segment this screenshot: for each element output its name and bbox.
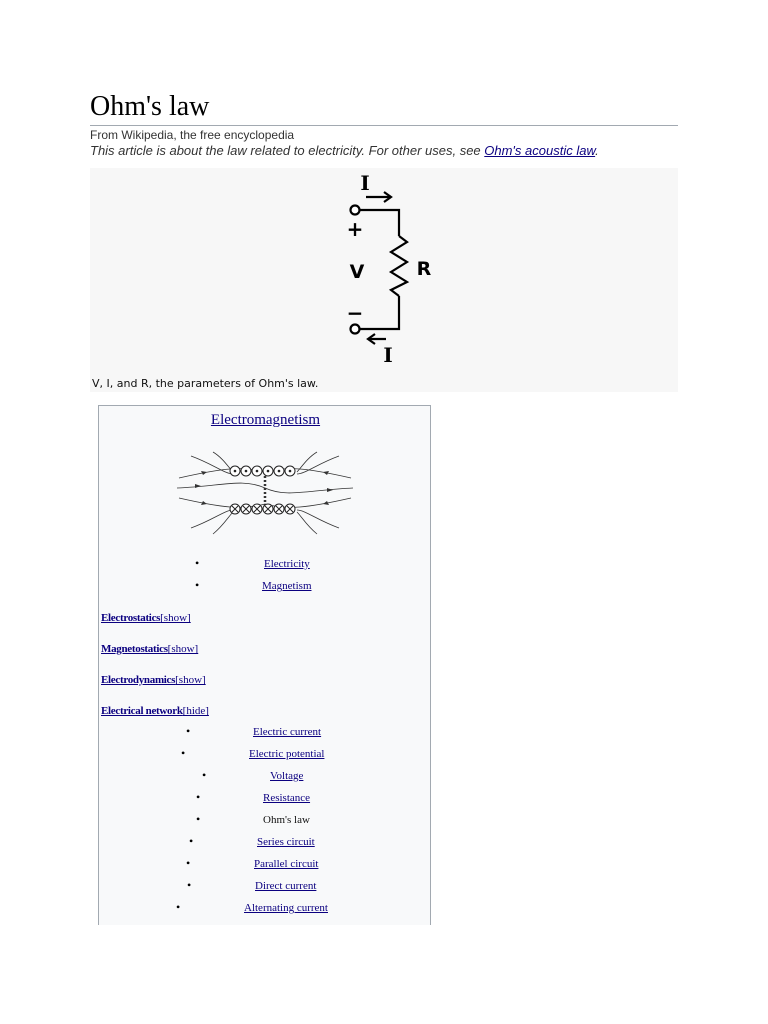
link-electric-potential[interactable]: Electric potential	[249, 748, 325, 760]
circuit-diagram	[90, 168, 678, 392]
list-bullet: •	[196, 812, 201, 826]
title-divider	[90, 125, 678, 126]
list-bullet: •	[189, 834, 194, 848]
section-electrodynamics-toggle[interactable]: [show]	[175, 674, 206, 686]
solenoid-field-image	[173, 448, 357, 536]
section-electrical-network-title[interactable]: Electrical network	[101, 705, 183, 717]
section-electrostatics	[101, 612, 191, 624]
list-bullet: •	[195, 578, 200, 592]
hatnote-text: This article is about the law related to electricity. For other uses, see	[90, 143, 485, 158]
list-bullet: •	[196, 790, 201, 804]
hatnote-link[interactable]: Ohm's acoustic law	[484, 143, 596, 158]
sidebar-title-link[interactable]: Electromagnetism	[210, 412, 321, 428]
plus-label: +	[346, 217, 364, 241]
current-label-top: I	[360, 171, 370, 195]
link-voltage[interactable]: Voltage	[270, 770, 304, 782]
link-electric-current[interactable]: Electric current	[253, 726, 322, 738]
link-parallel-circuit[interactable]: Parallel circuit	[254, 858, 319, 870]
hatnote	[90, 143, 599, 158]
section-electrostatics-toggle[interactable]: [show]	[160, 612, 191, 624]
circuit-figure	[90, 168, 678, 392]
list-bullet: •	[186, 724, 191, 738]
link-resistance[interactable]: Resistance	[263, 792, 311, 804]
section-electrodynamics	[101, 674, 206, 686]
link-electricity[interactable]: Electricity	[264, 558, 310, 570]
list-bullet: •	[186, 856, 191, 870]
link-series-circuit[interactable]: Series circuit	[257, 836, 315, 848]
link-alternating-current[interactable]: Alternating current	[244, 902, 328, 914]
list-bullet: •	[195, 556, 200, 570]
list-bullet: •	[187, 878, 192, 892]
resistance-label: R	[416, 258, 432, 280]
section-electrostatics-title[interactable]: Electrostatics	[101, 612, 161, 624]
hatnote-suffix: .	[595, 143, 599, 158]
section-magnetostatics-toggle[interactable]: [show]	[167, 643, 199, 655]
electromagnetism-sidebar	[98, 405, 431, 925]
voltage-label: V	[349, 261, 365, 283]
section-electrical-network-toggle[interactable]: [hide]	[182, 705, 209, 717]
section-electrodynamics-title[interactable]: Electrodynamics	[101, 674, 176, 686]
link-direct-current[interactable]: Direct current	[255, 880, 317, 892]
section-electrical-network	[101, 705, 209, 717]
section-magnetostatics-title[interactable]: Magnetostatics	[101, 643, 168, 655]
list-bullet: •	[176, 900, 181, 914]
current-label-bottom: I	[383, 343, 393, 367]
section-magnetostatics	[101, 643, 198, 655]
current-item-ohms-law: Ohm's law	[263, 814, 310, 826]
figure-caption: V, I, and R, the parameters of Ohm's law.	[92, 377, 319, 390]
list-bullet: •	[202, 768, 207, 782]
list-bullet: •	[181, 746, 186, 760]
site-tagline: From Wikipedia, the free encyclopedia	[90, 128, 295, 142]
page-title: Ohm's law	[90, 91, 210, 122]
link-magnetism[interactable]: Magnetism	[262, 580, 312, 592]
minus-label: −	[346, 301, 364, 325]
sidebar-title	[99, 412, 432, 429]
